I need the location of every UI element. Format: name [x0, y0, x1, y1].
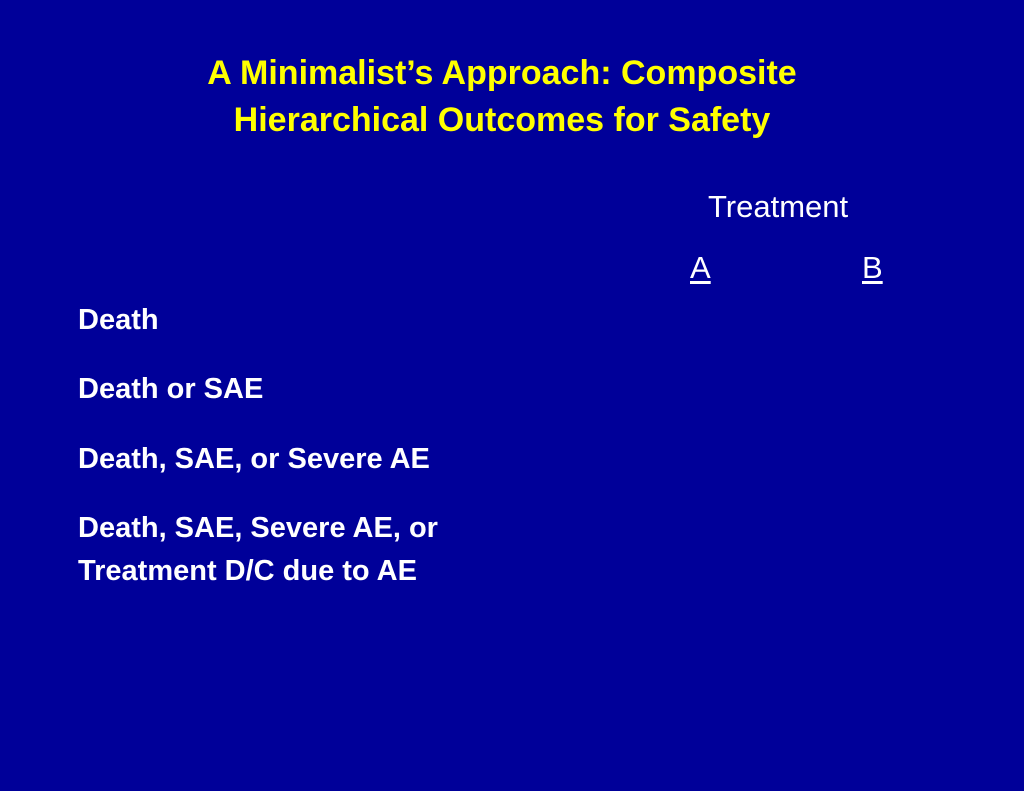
title-line-2: Hierarchical Outcomes for Safety — [233, 101, 771, 139]
outcome-row — [78, 368, 263, 411]
treatment-arm-b: B — [862, 250, 883, 285]
outcome-row — [78, 438, 430, 481]
outcome-row — [78, 299, 159, 342]
treatment-arm-a: A — [690, 250, 711, 285]
outcome-label: Death, SAE, Severe AE, or — [78, 512, 438, 544]
slide-title — [0, 50, 1004, 144]
outcome-label-continued: Treatment D/C due to AE — [78, 555, 417, 587]
treatment-column-header: Treatment — [708, 189, 849, 224]
outcome-label: Death or SAE — [78, 373, 264, 405]
title-line-1: A Minimalist’s Approach: Composite — [207, 54, 797, 92]
outcome-label: Death, SAE, or Severe AE — [78, 443, 430, 475]
outcome-row — [78, 507, 438, 593]
outcome-label: Death — [78, 304, 159, 336]
